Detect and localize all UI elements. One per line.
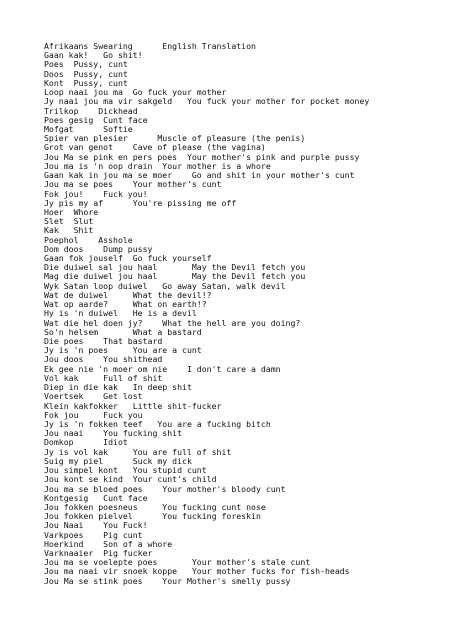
text-line: Gaan kak! Go shit!	[44, 50, 143, 61]
text-line: Loop naai jou ma Go fuck your mother	[44, 87, 227, 98]
text-line: Wat die hel doen jy? What the hell are you doing?	[44, 317, 301, 328]
text-line: Kak Shit	[44, 225, 94, 236]
text-line: Trilkop Dickhead	[44, 105, 138, 116]
text-line: Jou simpel kont You stupid cunt	[44, 465, 207, 476]
text-line: Jy naai jou ma vir sakgeld You fuck your mother for pocket money	[44, 96, 370, 107]
text-line: Varkpoes Pig cunt	[44, 529, 143, 540]
text-line: Fok jou! Fuck you!	[44, 188, 148, 199]
document-text-block	[44, 42, 464, 586]
text-line: Die poes That bastard	[44, 336, 163, 346]
text-line: Afrikaans Swearing English Translation	[44, 41, 256, 51]
text-line: Fok jou Fuck you	[44, 409, 143, 420]
text-line: Jy is 'n fokken teef You are a fucking bitch	[44, 418, 271, 429]
text-line: Jy pis my af You're pissing me off	[44, 197, 237, 208]
text-line: Mofgat Softie	[44, 123, 133, 134]
text-line: Kont Pussy, cunt	[44, 77, 128, 88]
text-line: Jy is 'n poes You are a cunt	[44, 345, 202, 356]
text-line: Jou Ma se pink en pers poes Your mother's pink and purple pussy	[44, 151, 360, 162]
text-line: Spier van plesier Muscle of pleasure (the penis)	[44, 133, 306, 144]
text-line: Jou ma naai vir snoek koppe Your mother fucks for fish-heads	[44, 566, 350, 577]
text-line: Diep in die kak In deep shit	[44, 382, 192, 393]
text-line: Suig my piel Suck my dick	[44, 455, 192, 466]
text-line: Jou fokken pielvel You fucking foreskin	[44, 511, 261, 522]
text-line: Poephol Asshole	[44, 234, 133, 245]
text-line: Wyk Satan loop duiwel Go away Satan, walk devil	[44, 280, 286, 291]
text-line: Wat op aarde? What on earth!?	[44, 299, 207, 310]
text-line: Jou kont se kind Your cunt's child	[44, 474, 217, 485]
text-line: Varknaaier Pig fucker	[44, 548, 153, 559]
text-line: Slet Slut	[44, 216, 94, 227]
text-line: Grot van genot Cave of please (the vagina)	[44, 142, 266, 153]
text-line: Jou Naai You Fuck!	[44, 520, 148, 531]
text-line: Dom doos Dump pussy	[44, 243, 153, 254]
text-line: Wat de duiwel What the devil!?	[44, 289, 212, 300]
text-line: Voertsek Get lost	[44, 391, 143, 402]
text-line: Klein kakfokker Little shit-fucker	[44, 400, 222, 411]
text-line: Jou ma se poes Your mother's cunt	[44, 179, 222, 190]
text-line: Domkop Idiot	[44, 437, 128, 448]
text-line: Hoerkind Son of a whore	[44, 538, 173, 549]
text-line: Kontgesig Cunt face	[44, 492, 148, 503]
text-line: Doos Pussy, cunt	[44, 68, 128, 79]
text-line: Jou ma se voelepte poes Your mother's stale cunt	[44, 557, 311, 568]
text-line: Gaan kak in jou ma se moer Go and shit in your mother's cunt	[44, 170, 355, 181]
text-line: Jy is vol kak You are full of shit	[44, 446, 232, 457]
text-line: Hy is 'n duiwel He is a devil	[44, 308, 197, 319]
text-line: Jou doos You shithead	[44, 354, 163, 365]
text-line: Gaan fok jouself Go fuck yourself	[44, 253, 212, 264]
text-line: Jou fokken poesneus You fucking cunt nose	[44, 501, 266, 512]
text-line: Die duiwel sal jou haal May the Devil fetch you	[44, 262, 306, 273]
text-line: Ek gee nie 'n moer om nie I don't care a damn	[44, 363, 281, 374]
text-line: Mag die duiwel jou haal May the Devil fetch you	[44, 271, 306, 282]
text-line: So'n helsem What a bastard	[44, 326, 202, 337]
text-line: Jou naai You fucking shit	[44, 428, 183, 439]
text-line: Jou ma se bloed poes Your mother's bloody cunt	[44, 483, 286, 494]
text-line: Jou ma is 'n oop drain Your mother is a whore	[44, 160, 271, 171]
text-line: Poes gesig Cunt face	[44, 114, 148, 125]
text-line: Poes Pussy, cunt	[44, 59, 128, 70]
text-line: Jou Ma se stink poes Your Mother's smelly pussy	[44, 575, 291, 586]
text-line: Hoer Whore	[44, 206, 99, 217]
text-line: Vol kak Full of shit	[44, 372, 163, 383]
